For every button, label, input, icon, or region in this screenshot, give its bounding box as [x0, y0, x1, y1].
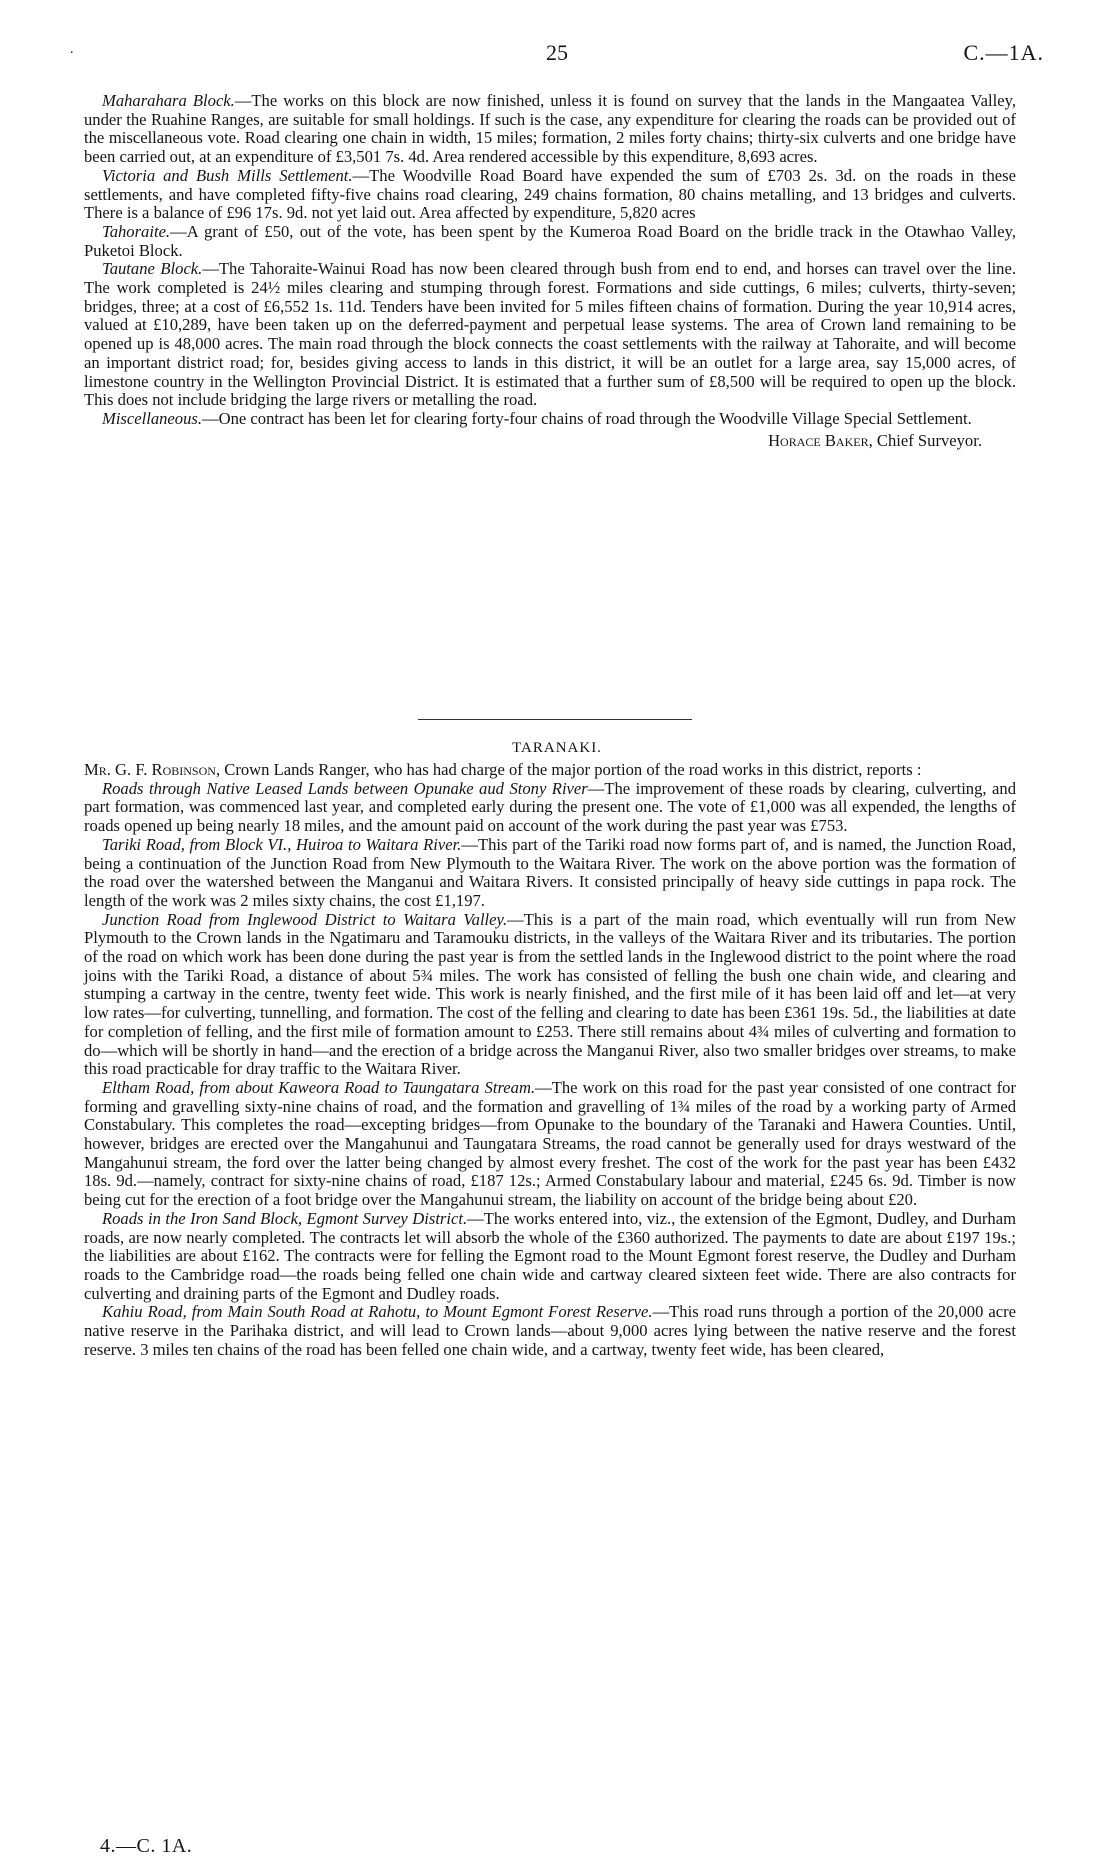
footer-signature-mark: 4.—C. 1A. [100, 1835, 193, 1857]
paragraph-text: —The Woodville Road Board have expended the sum of £703 2s. 3d. on the roads in these settlements, and have completed fifty-five chains road clearing, 249 chains formation, 80 chains metalling, and 13 bridges and culverts. There is a balance of £96 17s. 9d. not yet laid out. Area affected by expenditure, 5,820 acres [84, 165, 1016, 223]
paragraph-title: Junction Road from Inglewood District to Waitara Valley. [102, 909, 508, 929]
paragraph-text: —The Tahoraite-Wainui Road has now been cleared through bush from end to end, and horses can travel over the line. The work completed is 24½ miles clearing and stumping through forest. Formations and side cuttings, 6 miles; culverts, thirty-seven; bridges, three; at a cost of £6,552 1s. 11d. Tenders have been invited for 5 miles fifteen chains of formation. During the year 10,914 acres, valued at £10,289, have been taken up on the deferred-payment and perpetual lease systems. The area of Crown land remaining to be opened up is 48,000 acres. The main road through the block connects the coast settlements with the railway at Tahoraite, and will become an important district road; for, besides giving access to lands in this district, it will be an outlet for a large area, say 15,000 acres, of limestone country in the Wellington Provincial District. It is estimated that a further sum of £8,500 will be required to open up the block. This does not include bridging the large rivers or metalling the road. [84, 259, 1016, 410]
paragraph-title: Roads through Native Leased Lands between Opunake aud Stony River [102, 778, 588, 798]
signature-name: Horace Baker [768, 430, 869, 450]
paragraph-maharahara [84, 92, 1016, 167]
paragraph-tautane [84, 260, 1016, 410]
paragraph-title: Tahoraite. [102, 221, 171, 241]
paragraph-title: Victoria and Bush Mills Settlement. [102, 165, 353, 185]
signature [84, 431, 1016, 451]
paragraph-kahiu-road [84, 1303, 1016, 1359]
paragraph-text: —The work on this road for the past year consisted of one contract for forming and gravelling sixty-nine chains of road, and the formation and gravelling of 1¾ miles of the road by a working party of Armed Constabulary. This completes the road—excepting bridges—from Opunake to the boundary of the Taranaki and Hawera Counties. Until, however, bridges are erected over the Mangahunui and Taungatara Streams, the road cannot be generally used for drays westward of the Mangahunui stream, the ford over the latter being changed by almost every freshet. The cost of the work for the past year has been £432 18s. 9d.—namely, contract for sixty-nine chains of road, £187 12s.; Armed Constabulary labour and material, £245 6s. 9d. Timber is now being cut for the erection of a foot bridge over the Mangahunui stream, the liability on account of the bridge being about £20. [84, 1077, 1016, 1210]
reporter-name: Mr. G. F. Robinson [84, 760, 216, 779]
page-header [70, 40, 1044, 76]
paragraph-tahoraite [84, 223, 1016, 260]
document-reference: C.—1A. [963, 40, 1044, 65]
paragraph-native-leased-lands [84, 780, 1016, 836]
paragraph-text: —A grant of £50, out of the vote, has been spent by the Kumeroa Road Board on the bridle track in the Otawhao Valley, Puketoi Block. [84, 221, 1016, 260]
intro-block [84, 92, 1016, 451]
signature-role: , Chief Surveyor. [868, 430, 982, 450]
section-divider [418, 719, 692, 720]
taranaki-block [84, 761, 1016, 1360]
section-title: TARANAKI. [512, 740, 602, 756]
paragraph-text: —This road runs through a portion of the 20,000 acre native reserve in the Parihaka district, and will lead to Crown lands—about 9,000 acres lying between the native reserve and the forest reserve. 3 miles ten chains of the road has been felled one chain wide, and a cartway, twenty feet wide, has been cleared, [84, 1302, 1016, 1359]
paragraph-title: Tautane Block. [102, 259, 203, 279]
paragraph-title: Kahiu Road, from Main South Road at Rahotu, to Mount Egmont Forest Reserve. [102, 1302, 653, 1322]
paragraph-title: Maharahara Block. [102, 91, 235, 110]
paragraph-text: —This is a part of the main road, which eventually will run from New Plymouth to the Crown lands in the Ngatimaru and Taramouku districts, in the valleys of the Waitara River and its tributaries. The portion of the road on which work has been done during the past year is from the settled lands in the Inglewood district to the point where the road joins with the Tariki Road, a distance of about 5¾ miles. The work has consisted of felling the bush one chain wide, and clearing and stumping a cartway in the centre, twenty feet wide. This work is nearly finished, and the first mile of it has been laid off and let—at very low rates—for culverting, tunnelling, and formation. The cost of the felling and clearing to date has been £361 19s. 5d., the liabilities at date for completion of felling, and the first mile of formation amount to £253. There still remains about 4¾ miles of culverting and formation to do—which will be shortly in hand—and the erection of a bridge across the Manganui River, also two smaller bridges over streams, to make this road practicable for dray traffic to the Waitara River. [84, 909, 1016, 1079]
paragraph-opening [84, 761, 1016, 780]
paragraph-title: Roads in the Iron Sand Block, Egmont Survey District. [102, 1208, 468, 1228]
paragraph-eltham-road [84, 1079, 1016, 1210]
paragraph-text: —This part of the Tariki road now forms part of, and is named, the Junction Road, being a continuation of the Junction Road from New Plymouth to the Waitara River. The work on the above portion was the formation of the road over the watershed between the Manganui and Waitara Rivers. It consisted principally of heavy side cuttings in papa rock. The length of the work was 2 miles sixty chains, the cost £1,197. [84, 834, 1016, 910]
paragraph-iron-sand-block [84, 1210, 1016, 1304]
paragraph-text: , Crown Lands Ranger, who has had charge of the major portion of the road works in this district, reports : [215, 760, 922, 779]
paragraph-junction-road [84, 911, 1016, 1079]
paragraph-text: —One contract has been let for clearing forty-four chains of road through the Woodville Village Special Settlement. [202, 408, 972, 428]
paragraph-victoria [84, 167, 1016, 223]
corner-mark: . [70, 42, 74, 57]
paragraph-text: —The improvement of these roads by clearing, culverting, and part formation, was commenced last year, and completed early during the present one. The vote of £1,000 was all expended, the lengths of roads opened up being nearly 18 miles, and the amount paid on account of the work during the past year was £753. [84, 778, 1016, 836]
paragraph-tariki-road [84, 836, 1016, 911]
paragraph-title: Eltham Road, from about Kaweora Road to Taungatara Stream. [102, 1077, 536, 1097]
paragraph-text: —The works on this block are now finished, unless it is found on survey that the lands in the Mangaatea Valley, under the Ruahine Ranges, are suitable for small holdings. If such is the case, any expenditure for clearing the roads can be provided out of the miscellaneous vote. Road clearing one chain in width, 15 miles; formation, 2 miles forty chains; thirty-six culverts and one bridge have been carried out, at an expenditure of £3,501 7s. 4d. Area rendered accessible by this expenditure, 8,693 acres. [84, 91, 1016, 167]
paragraph-miscellaneous [84, 410, 1016, 429]
paragraph-title: Miscellaneous. [102, 408, 203, 428]
page-number: 25 [546, 40, 568, 65]
paragraph-title: Tariki Road, from Block VI., Huiroa to Waitara River. [102, 834, 462, 854]
paragraph-text: —The works entered into, viz., the extension of the Egmont, Dudley, and Durham roads, are now nearly completed. The contracts let will absorb the whole of the £360 authorized. The payments to date are about £197 19s.; the liabilities are about £162. The contracts were for felling the Egmont road to the Mount Egmont forest reserve, the Dudley and Durham roads to the Cambridge road—the roads being felled one chain wide and cartway cleared sixteen feet wide. There are also contracts for culverting and draining parts of the Egmont and Dudley roads. [84, 1208, 1016, 1303]
